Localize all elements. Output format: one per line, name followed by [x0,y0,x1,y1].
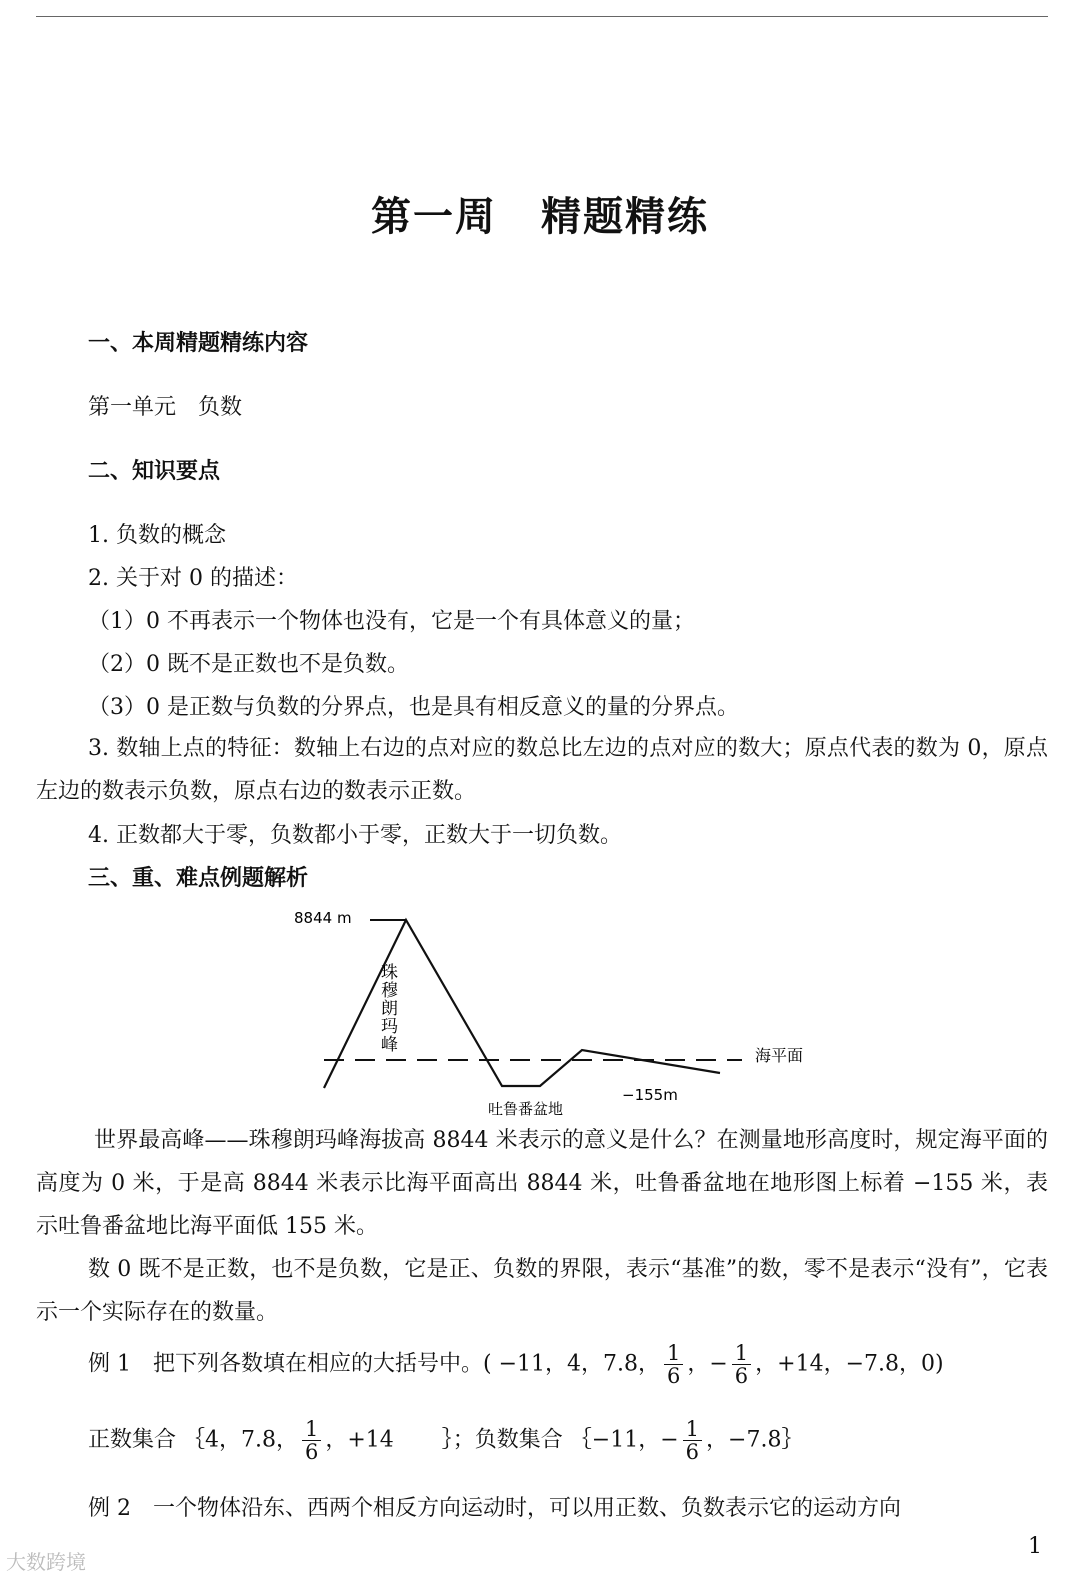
fraction [302,1418,321,1463]
fraction [664,1342,683,1387]
fraction-numerator: 1 [683,1418,702,1441]
section3-heading: 三、重、难点例题解析 [88,866,309,891]
example-1-mid: ，− [687,1351,728,1377]
knowledge-item: 1. 负数的概念 [88,523,226,548]
knowledge-item: 2. 关于对 0 的描述： [88,566,298,591]
peak-label: 8844 m [294,909,352,927]
header-rule [36,16,1048,17]
knowledge-item: （2）0 既不是正数也不是负数。 [88,652,409,677]
basin-depth-label: −155m [622,1086,678,1104]
fraction-numerator: 1 [302,1418,321,1441]
example-1 [88,1342,944,1387]
positive-set-suffix: ，+14 [325,1427,394,1453]
example-2: 例 2 一个物体沿东、西两个相反方向运动时，可以用正数、负数表示它的运动方向 [88,1496,901,1521]
positive-set-prefix: 正数集合 ｛4，7.8， [88,1427,298,1453]
answer-1 [88,1418,803,1463]
knowledge-point-3: 3. 数轴上点的特征：数轴上右边的点对应的数总比左边的点对应的数大；原点代表的数为 0，原点左边的数表示负数，原点右边的数表示正数。 [36,736,1048,804]
fraction [732,1342,751,1387]
negative-set-prefix: ｝；负数集合 ｛−11，− [441,1427,679,1453]
fraction-denominator: 6 [734,1364,749,1389]
paragraph-zero: 数 0 既不是正数，也不是负数，它是正、负数的界限，表示“基准”的数，零不是表示“没有”，它表示一个实际存在的数量。 [36,1257,1048,1325]
section1-heading: 一、本周精题精练内容 [88,331,309,356]
terrain-diagram [280,898,840,1130]
paragraph-everest: 世界最高峰——珠穆朗玛峰海拔高 8844 米表示的意义是什么？在测量地形高度时，规定海平面的高度为 0 米，于是高 8844 米表示比海平面高出 8844 米，吐鲁番盆地在地形图上标着 −155 米，表示吐鲁番盆地比海平面低 155 米。 [36,1128,1048,1239]
negative-set-suffix: ，−7.8｝ [706,1427,804,1453]
watermark: 大数跨境 [6,1550,86,1574]
knowledge-point-4: 4. 正数都大于零，负数都小于零，正数大于一切负数。 [88,823,622,848]
fraction [683,1418,702,1463]
fraction-denominator: 6 [304,1440,319,1465]
basin-label: 吐鲁番盆地 [488,1100,564,1118]
fraction-denominator: 6 [666,1364,681,1389]
section2-heading: 二、知识要点 [88,459,221,484]
mountain-label: 珠穆朗玛峰 [381,963,398,1055]
fraction-numerator: 1 [732,1342,751,1365]
fraction-denominator: 6 [685,1440,700,1465]
page-number: 1 [1028,1534,1042,1559]
sea-level-label: 海平面 [755,1046,804,1065]
example-1-prefix: 例 1 把下列各数填在相应的大括号中。( −11，4，7.8， [88,1351,660,1377]
example-1-suffix: ，+14，−7.8，0) [755,1351,944,1377]
knowledge-item: （3）0 是正数与负数的分界点，也是具有相反意义的量的分界点。 [88,695,739,720]
unit-title: 第一单元 负数 [88,395,243,420]
knowledge-item: （1）0 不再表示一个物体也没有，它是一个有具体意义的量； [88,609,695,634]
fraction-numerator: 1 [664,1342,683,1365]
page-title: 第一周 精题精练 [371,194,709,240]
